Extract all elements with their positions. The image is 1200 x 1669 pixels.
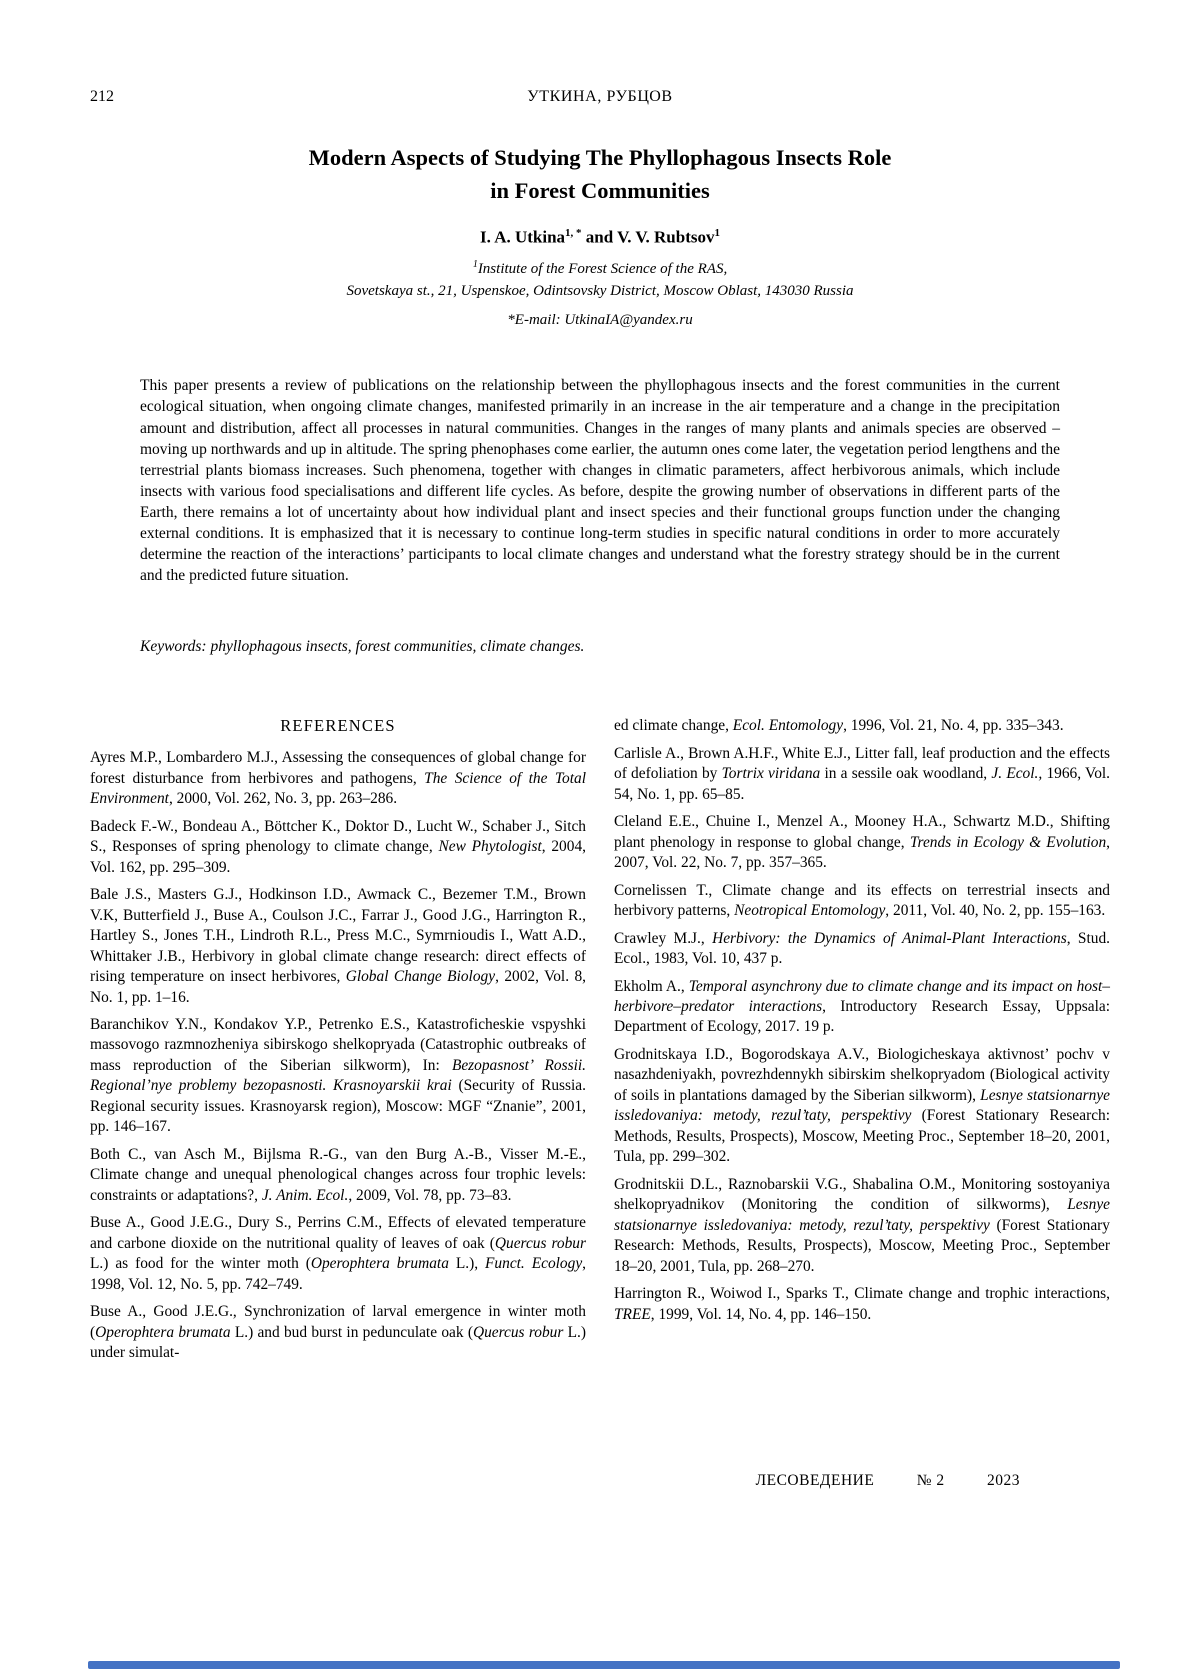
reference-entry: Crawley M.J., Herbivory: the Dynamics of Animal-Plant Interactions, Stud. Ecol., 1983, Vol. 10, 437 p. — [614, 929, 1110, 968]
footer-issue-number: № 2 — [916, 1472, 945, 1489]
keywords-line: Keywords: phyllophagous insects, forest communities, climate changes. — [140, 638, 585, 656]
reference-entry: Grodnitskaya I.D., Bogorodskaya A.V., Biologicheskaya aktivnost’ pochv v nasazhdeniyakh, povrezhdennykh sibirskim shelkopryadom (Biological activity of soils in plantations damaged by the Siberian silkworm), Lesnye statsionarnye issledovaniya: metody, rezul’taty, perspektivy (Forest Stationary Research: Methods, Results, Prospects), Moscow, Meeting Proc., September 18–20, 2001, Tula, pp. 299–302. — [614, 1045, 1110, 1166]
article-title-line-2: in Forest Communities — [490, 177, 710, 203]
reference-entry: Bale J.S., Masters G.J., Hodkinson I.D., Awmack C., Bezemer T.M., Brown V.K, Butterfield J., Buse A., Coulson J.C., Farrar J., Good J.G., Harrington R., Hartley S., Jones T.H., Lindroth R.L., Press M.C., Symrnioudis I., Watt A.D., Whittaker J.B., Herbivory in global climate change research: direct effects of rising temperature on insect herbivores, Global Change Biology, 2002, Vol. 8, No. 1, pp. 1–16. — [90, 886, 586, 1006]
authors-line: I. A. Utkina$^{1, *}$ and V. V. Rubtsov$^1$ — [480, 227, 720, 247]
email-line: *E-mail: UtkinaIA@yandex.ru — [507, 311, 693, 328]
references-column-right — [614, 716, 1110, 1371]
reference-entry: Harrington R., Woiwod I., Sparks T., Climate change and trophic interactions, TREE, 1999, Vol. 14, No. 4, pp. 146–150. — [614, 1285, 1110, 1323]
reference-entry: Ayres M.P., Lombardero M.J., Assessing the consequences of global change for forest disturbance from herbivores and pathogens, The Science of the Total Environment, 2000, Vol. 262, No. 3, pp. 263–286. — [90, 749, 586, 808]
reference-entry: Ekholm A., Temporal asynchrony due to climate change and its impact on host–herbivore–predator interactions, Introductory Research Essay, Uppsala: Department of Ecology, 2017. 19 p. — [614, 977, 1110, 1036]
reference-entry: Baranchikov Y.N., Kondakov Y.P., Petrenko E.S., Katastroficheskie vspyshki massovogo razmnozheniya sibirskogo shelkopryada (Catastrophic outbreaks of mass reproduction of the Siberian silkworm), In: Bezopasnost’ Rossii. Regional’nye problemy bezopasnosti. Krasnoyarskii krai (Security of Russia. Regional security issues. Krasnoyarsk region), Moscow: MGF “Znanie”, 2001, pp. 146–167. — [90, 1016, 586, 1136]
references-section — [90, 716, 1110, 1371]
reference-entry: Both C., van Asch M., Bijlsma R.-G., van den Burg A.-B., Visser M.-E., Climate change and unequal phenological changes across four trophic levels: constraints or adaptations?, J. Anim. Ecol., 2009, Vol. 78, pp. 73–83. — [90, 1145, 586, 1204]
reference-entry: Buse A., Good J.E.G., Synchronization of larval emergence in winter moth (Operophtera brumata L.) and bud burst in pedunculate oak (Quercus robur L.) under simulat- — [90, 1303, 586, 1362]
reference-entry: Cornelissen T., Climate change and its effects on terrestrial insects and herbivory patterns, Neotropical Entomology, 2011, Vol. 40, No. 2, pp. 155–163. — [614, 881, 1110, 920]
article-title — [90, 142, 1110, 207]
references-heading: REFERENCES — [280, 716, 396, 736]
page-header — [90, 88, 1110, 110]
reference-entry: Carlisle A., Brown A.H.F., White E.J., Litter fall, leaf production and the effects of defoliation by Tortrix viridana in a sessile oak woodland, J. Ecol., 1966, Vol. 54, No. 1, pp. 65–85. — [614, 744, 1111, 803]
affiliation-address: Sovetskaya st., 21, Uspenskoe, Odintsovsky District, Moscow Oblast, 143030 Russia — [346, 283, 854, 300]
references-column-left — [90, 716, 586, 1371]
page-number: 212 — [90, 88, 114, 105]
reference-entry: Buse A., Good J.E.G., Dury S., Perrins C.M., Effects of elevated temperature and carbone dioxide on the nutritional quality of leaves of oak (Quercus robur L.) as food for the winter moth (Operophtera brumata L.), Funct. Ecology, 1998, Vol. 12, No. 5, pp. 742–749. — [90, 1214, 587, 1293]
reference-entry: Badeck F.-W., Bondeau A., Böttcher K., Doktor D., Lucht W., Schaber J., Sitch S., Responses of spring phenology to climate change, New Phytologist, 2004, Vol. 162, pp. 295–309. — [90, 817, 586, 876]
horizontal-scrollbar[interactable] — [88, 1661, 1120, 1669]
reference-entry: Grodnitskii D.L., Raznobarskii V.G., Shabalina O.M., Monitoring sostoyaniya shelkopryadnikov (Monitoring the condition of silkworms), Lesnye statsionarnye issledovaniya: metody, rezul’taty, perspektivy (Forest Stationary Research: Methods, Results, Prospects), Moscow, Meeting Proc., September 18–20, 2001, Tula, pp. 268–270. — [614, 1175, 1111, 1275]
running-head: УТКИНА, РУБЦОВ — [527, 88, 673, 105]
affiliation-block — [90, 257, 1110, 332]
affiliation-institute: $^1$Institute of the Forest Science of the RAS, — [472, 258, 728, 277]
reference-entry: Cleland E.E., Chuine I., Menzel A., Mooney H.A., Schwartz M.D., Shifting plant phenology in response to global change, Trends in Ecology & Evolution, 2007, Vol. 22, No. 7, pp. 357–365. — [614, 813, 1110, 872]
reference-entry: ed climate change, Ecol. Entomology, 1996, Vol. 21, No. 4, pp. 335–343. — [614, 717, 1064, 735]
article-title-line-1: Modern Aspects of Studying The Phyllophagous Insects Role — [308, 145, 892, 170]
abstract-text: This paper presents a review of publications on the relationship between the phyllophagous insects and the forest communities in the current ecological situation, when ongoing climate changes, manifested primarily in an increase in the air temperature and a change in the precipitation amount and distribution, affect all processes in natural communities. Changes in the ranges of many plants and animals species are observed – moving up northwards and up in altitude. The spring phenophases come earlier, the autumn ones come later, the vegetation period lengthens and the terrestrial plants biomass increases. Such phenomena, together with changes in climatic parameters, affect herbivorous animals, which include insects with various food specialisations and different life cycles. As before, despite the growing number of observations in different parts of the Earth, there remains a lot of uncertainty about how individual plant and insect species and their functional groups function under the changing external conditions. It is emphasized that it is necessary to continue long-term studies in specific natural conditions in order to more accurately determine the reaction of the interactions’ participants to local climate changes and understand what the forestry strategy should be in the current and the predicted future situation. — [140, 377, 1060, 585]
footer-year: 2023 — [987, 1472, 1020, 1489]
footer-journal-name: ЛЕСОВЕДЕНИЕ — [755, 1472, 875, 1489]
page-footer — [0, 1472, 1020, 1490]
